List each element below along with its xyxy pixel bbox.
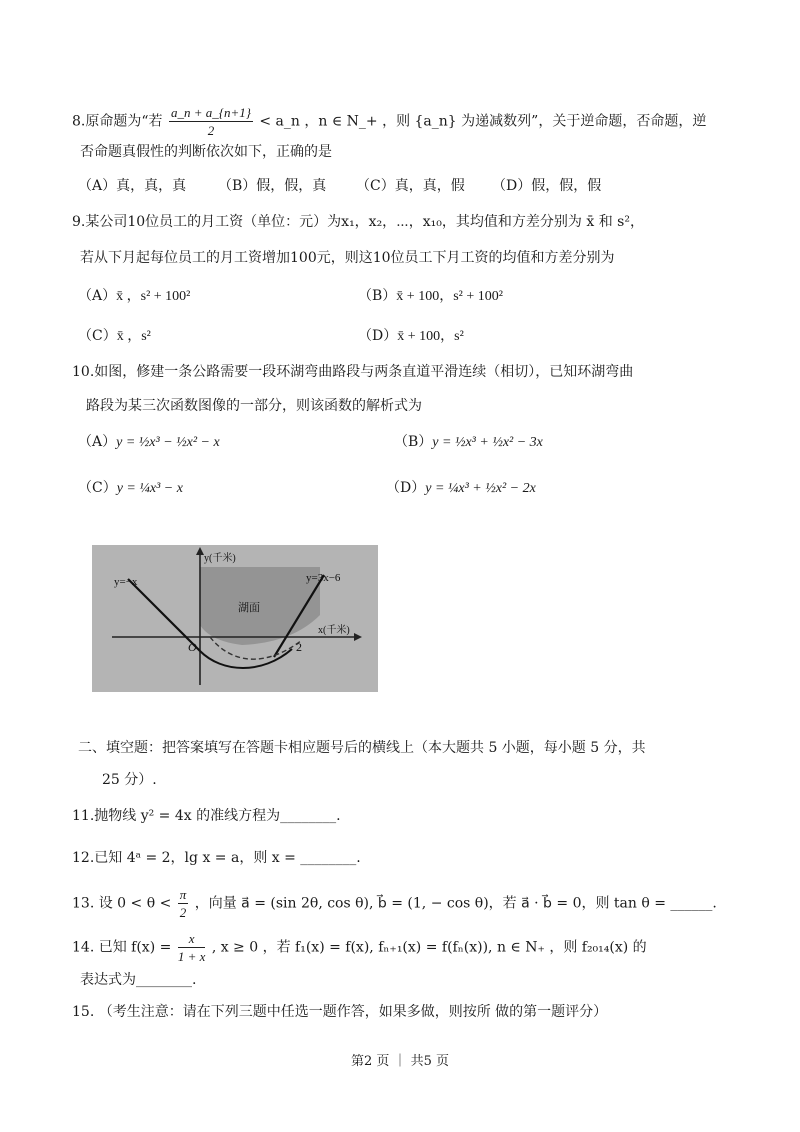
option-text: x̄ + 100，s²	[397, 329, 464, 344]
q10-option-c	[78, 478, 183, 499]
option-text: 假，假，真	[256, 178, 327, 194]
q13-frac-num: π	[179, 887, 187, 902]
option-text: x̄ + 100，s² + 100²	[396, 289, 503, 304]
q8-frac-num: a_n + a_{n+1}	[170, 105, 251, 120]
q10-line2: 路段为某三次函数图像的一部分，则该函数的解析式为	[86, 398, 422, 414]
road-lake-diagram	[92, 545, 378, 692]
q9-option-b	[358, 286, 503, 307]
q8-text-b: < a_n ，n ∈ N_+ ，则 {a_n} 为递减数列”，关于逆命题，否命题，逆	[259, 113, 707, 130]
option-text: y = ¼x³ − x	[116, 481, 183, 496]
q8-option-b	[218, 176, 326, 196]
q9-option-d	[358, 326, 464, 347]
option-label: （D）	[358, 328, 398, 344]
option-text: 真，真，真	[116, 178, 187, 194]
option-label: （C）	[78, 480, 117, 496]
q13-text-a: 13. 设 0 < θ <	[72, 895, 172, 912]
q15: 15. （考生注意：请在下列三题中任选一题作答，如果多做，则按所 做的第一题评分）	[72, 1004, 608, 1020]
label-two: 2	[296, 640, 302, 654]
option-label: （C）	[356, 178, 395, 194]
q9-option-a	[78, 286, 190, 307]
q8-option-d	[492, 176, 601, 196]
page-footer: 第2 页 ｜ 共5 页	[350, 1054, 450, 1069]
section2-line2: 25 分）.	[102, 772, 157, 788]
label-y-neg-x: y=−x	[114, 576, 138, 588]
option-label: （B）	[394, 434, 433, 450]
option-text: 真，真，假	[394, 178, 465, 194]
option-text: x̄ ，s²	[116, 329, 151, 344]
label-y-3x-6: y=3x−6	[306, 572, 341, 584]
q8-fraction	[169, 104, 253, 139]
option-label: （A）	[78, 178, 117, 194]
label-x-axis: x(千米)	[318, 625, 350, 636]
q14-fraction	[178, 930, 206, 965]
q8-option-c	[356, 176, 465, 196]
option-text: y = ½x³ − ½x² − x	[116, 435, 220, 450]
q10-option-a	[78, 432, 220, 453]
option-text: y = ½x³ + ½x² − 3x	[432, 435, 543, 450]
option-label: （A）	[78, 434, 117, 450]
q8-line1	[72, 104, 706, 139]
q12: 12.已知 4ᵃ = 2，lg x = a，则 x = ________.	[72, 850, 361, 866]
option-text: x̄ ，s² + 100²	[116, 289, 191, 304]
option-label: （B）	[218, 178, 257, 194]
label-origin: O	[188, 640, 197, 654]
q10-option-b	[394, 432, 543, 453]
q11: 11.抛物线 y² = 4x 的准线方程为________.	[72, 808, 341, 824]
q9-option-c	[78, 326, 151, 347]
option-text: y = ¼x³ + ½x² − 2x	[425, 481, 536, 496]
q9-line1: 9.某公司10位员工的月工资（单位：元）为x₁，x₂，⋯，x₁₀，其均值和方差分别为 x̄ 和 s²，	[72, 214, 644, 230]
q14-text-b: , x ≥ 0 ，若 f₁(x) = f(x), fₙ₊₁(x) = f(fₙ(x)), n ∈ N₊ ，则 f₂₀₁₄(x) 的	[211, 939, 647, 956]
option-label: （D）	[386, 480, 426, 496]
option-text: 假，假，假	[531, 178, 602, 194]
q13-frac-den: 2	[179, 905, 187, 920]
q14-text-a: 14. 已知 f(x) =	[72, 939, 172, 956]
option-label: （A）	[78, 288, 117, 304]
q14-frac-den: 1 + x	[177, 949, 206, 964]
q8-option-a	[78, 176, 186, 196]
option-label: （D）	[492, 178, 532, 194]
q9-line2: 若从下月起每位员工的月工资增加100元，则这10位员工下月工资的均值和方差分别为	[80, 250, 615, 266]
option-label: （B）	[358, 288, 397, 304]
q10-figure	[92, 545, 378, 692]
q14-line1	[72, 930, 647, 965]
q10-line1: 10.如图，修建一条公路需要一段环湖弯曲路段与两条直道平滑连续（相切），已知环湖弯曲	[72, 364, 634, 380]
q8-frac-den: 2	[207, 123, 215, 138]
q10-option-d	[386, 478, 536, 499]
q14-line2: 表达式为________.	[80, 972, 197, 988]
section2-line1: 二、填空题：把答案填写在答题卡相应题号后的横线上（本大题共 5 小题，每小题 5 分，共	[78, 740, 646, 756]
q8-text-a: 8.原命题为“若	[72, 113, 163, 130]
label-y-axis: y(千米)	[204, 553, 236, 564]
q13	[72, 886, 717, 921]
q8-line2: 否命题真假性的判断依次如下，正确的是	[80, 144, 332, 160]
q13-fraction	[178, 886, 189, 921]
q13-text-b: ，向量 a⃗ = (sin 2θ, cos θ), b⃗ = (1, − cos θ)，若 a⃗ · b⃗ = 0，则 tan θ = ______.	[194, 895, 717, 912]
option-label: （C）	[78, 328, 117, 344]
q14-frac-num: x	[178, 930, 206, 948]
label-lake: 湖面	[238, 601, 260, 614]
